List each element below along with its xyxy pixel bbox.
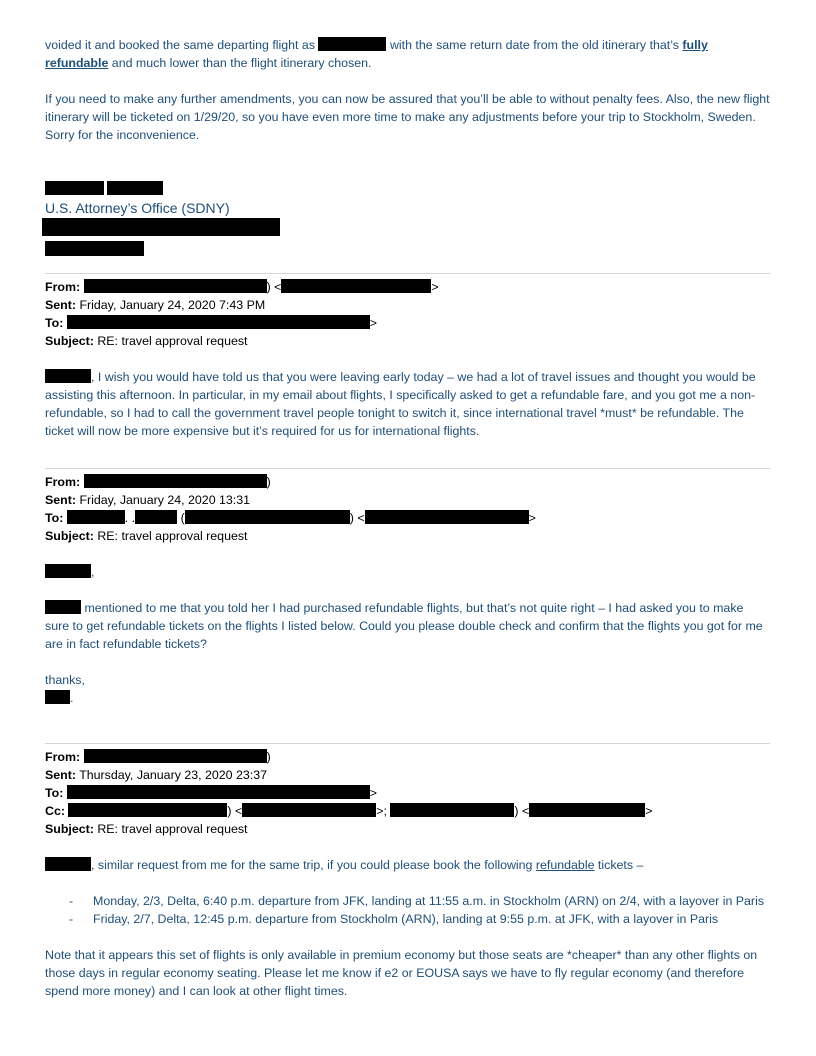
redaction-block [365, 510, 529, 524]
redaction-block [84, 474, 267, 488]
redaction-block [281, 279, 431, 293]
subject-text: RE: travel approval request [97, 822, 248, 836]
signature-redaction [45, 241, 144, 256]
signature-block [45, 180, 770, 261]
redaction-block [529, 803, 645, 817]
redaction-block [242, 803, 376, 817]
signature-name-redaction [45, 181, 104, 195]
subject-text: RE: travel approval request [97, 529, 248, 543]
flight-item: - Monday, 2/3, Delta, 6:40 p.m. departure from JFK, landing at 11:55 a.m. in Stockholm (ARN) on 2/4, with a layover in Paris [69, 894, 765, 908]
signature-office: U.S. Attorney’s Office (SDNY) [45, 200, 230, 216]
subject-text: RE: travel approval request [97, 334, 248, 348]
sent-date: Thursday, January 23, 2020 23:37 [79, 768, 268, 782]
redaction-block [45, 369, 91, 383]
email-body-3: , similar request from me for the same trip, if you could please book the following refundable tickets – [45, 856, 770, 874]
email2-greeting: , [45, 563, 770, 581]
email-header-3: From: ) Sent: Thursday, January 23, 2020 23:37 To: > Cc: ) < >; ) < > Subject: RE: travel approval request [45, 750, 653, 836]
redaction-block [390, 803, 514, 817]
redaction-block [68, 803, 227, 817]
flight-item: - Friday, 2/7, Delta, 12:45 p.m. departure from Stockholm (ARN), landing at 9:55 p.m. at JFK, with a layover in Paris [69, 912, 719, 926]
email3-note: Note that it appears this set of flights is only available in premium economy but those seats are *cheaper* than any other flights on those days in regular economy seating. Please let me know if e2 or EOUSA says we have to fly regular economy (and therefore spend more money) and I can look at other flight times. [45, 948, 758, 998]
redaction-block [318, 37, 386, 51]
flight-list [45, 892, 770, 928]
sent-date: Friday, January 24, 2020 7:43 PM [79, 298, 266, 312]
redaction-block [67, 785, 370, 799]
redaction-block [45, 690, 70, 704]
redaction-block [185, 510, 350, 524]
redaction-block [135, 510, 177, 524]
email-document [45, 36, 770, 1000]
email-body-1: , I wish you would have told us that you were leaving early today – we had a lot of travel issues and thought you would be assisting this afternoon. In particular, in my email about flights, I specifically asked to get a refundable fare, and you got me a non-refundable, so I had to call the government travel people tonight to switch it, since international travel *must* be refundable. The ticket will now be more expensive but it’s required for us for international flights. [45, 370, 756, 438]
redaction-block [84, 749, 267, 763]
sent-date: Friday, January 24, 2020 13:31 [79, 493, 251, 507]
email-header-1: From: ) < > Sent: Friday, January 24, 2020 7:43 PM To: > Subject: RE: travel approval request [45, 280, 439, 348]
redaction-block [67, 510, 125, 524]
redaction-block [45, 600, 81, 614]
top-paragraph: voided it and booked the same departing flight as with the same return date from the old itinerary that’s fully refundable and much lower than the flight itinerary chosen. [45, 38, 708, 70]
amendment-paragraph: If you need to make any further amendments, you can now be assured that you’ll be able to without penalty fees. Also, the new flight itinerary will be ticketed on 1/29/20, so you have even more time to make any adjustments before your trip to Stockholm, Sweden. Sorry for the inconvenience. [45, 92, 770, 142]
refundable-underlined: refundable [535, 858, 595, 872]
redaction-block [45, 564, 91, 578]
fully-refundable-link[interactable]: fully refundable [45, 38, 708, 70]
email-body-2: mentioned to me that you told her I had purchased refundable flights, but that’s not quite right – I had asked you to make sure to get refundable tickets on the flights I listed below. Could you please double check and confirm that the flights you got for me are in fact refundable tickets? [45, 601, 763, 651]
email2-closing: thanks, [45, 673, 85, 687]
email2-signoff: . [45, 689, 770, 707]
redaction-block [45, 857, 91, 871]
signature-redaction [42, 218, 280, 236]
signature-name-redaction [107, 181, 163, 195]
redaction-block [67, 315, 370, 329]
redaction-block [84, 279, 267, 293]
email-header-2: From: ) Sent: Friday, January 24, 2020 13:31 To: . . ( ) < > Subject: RE: travel approval request [45, 475, 536, 543]
